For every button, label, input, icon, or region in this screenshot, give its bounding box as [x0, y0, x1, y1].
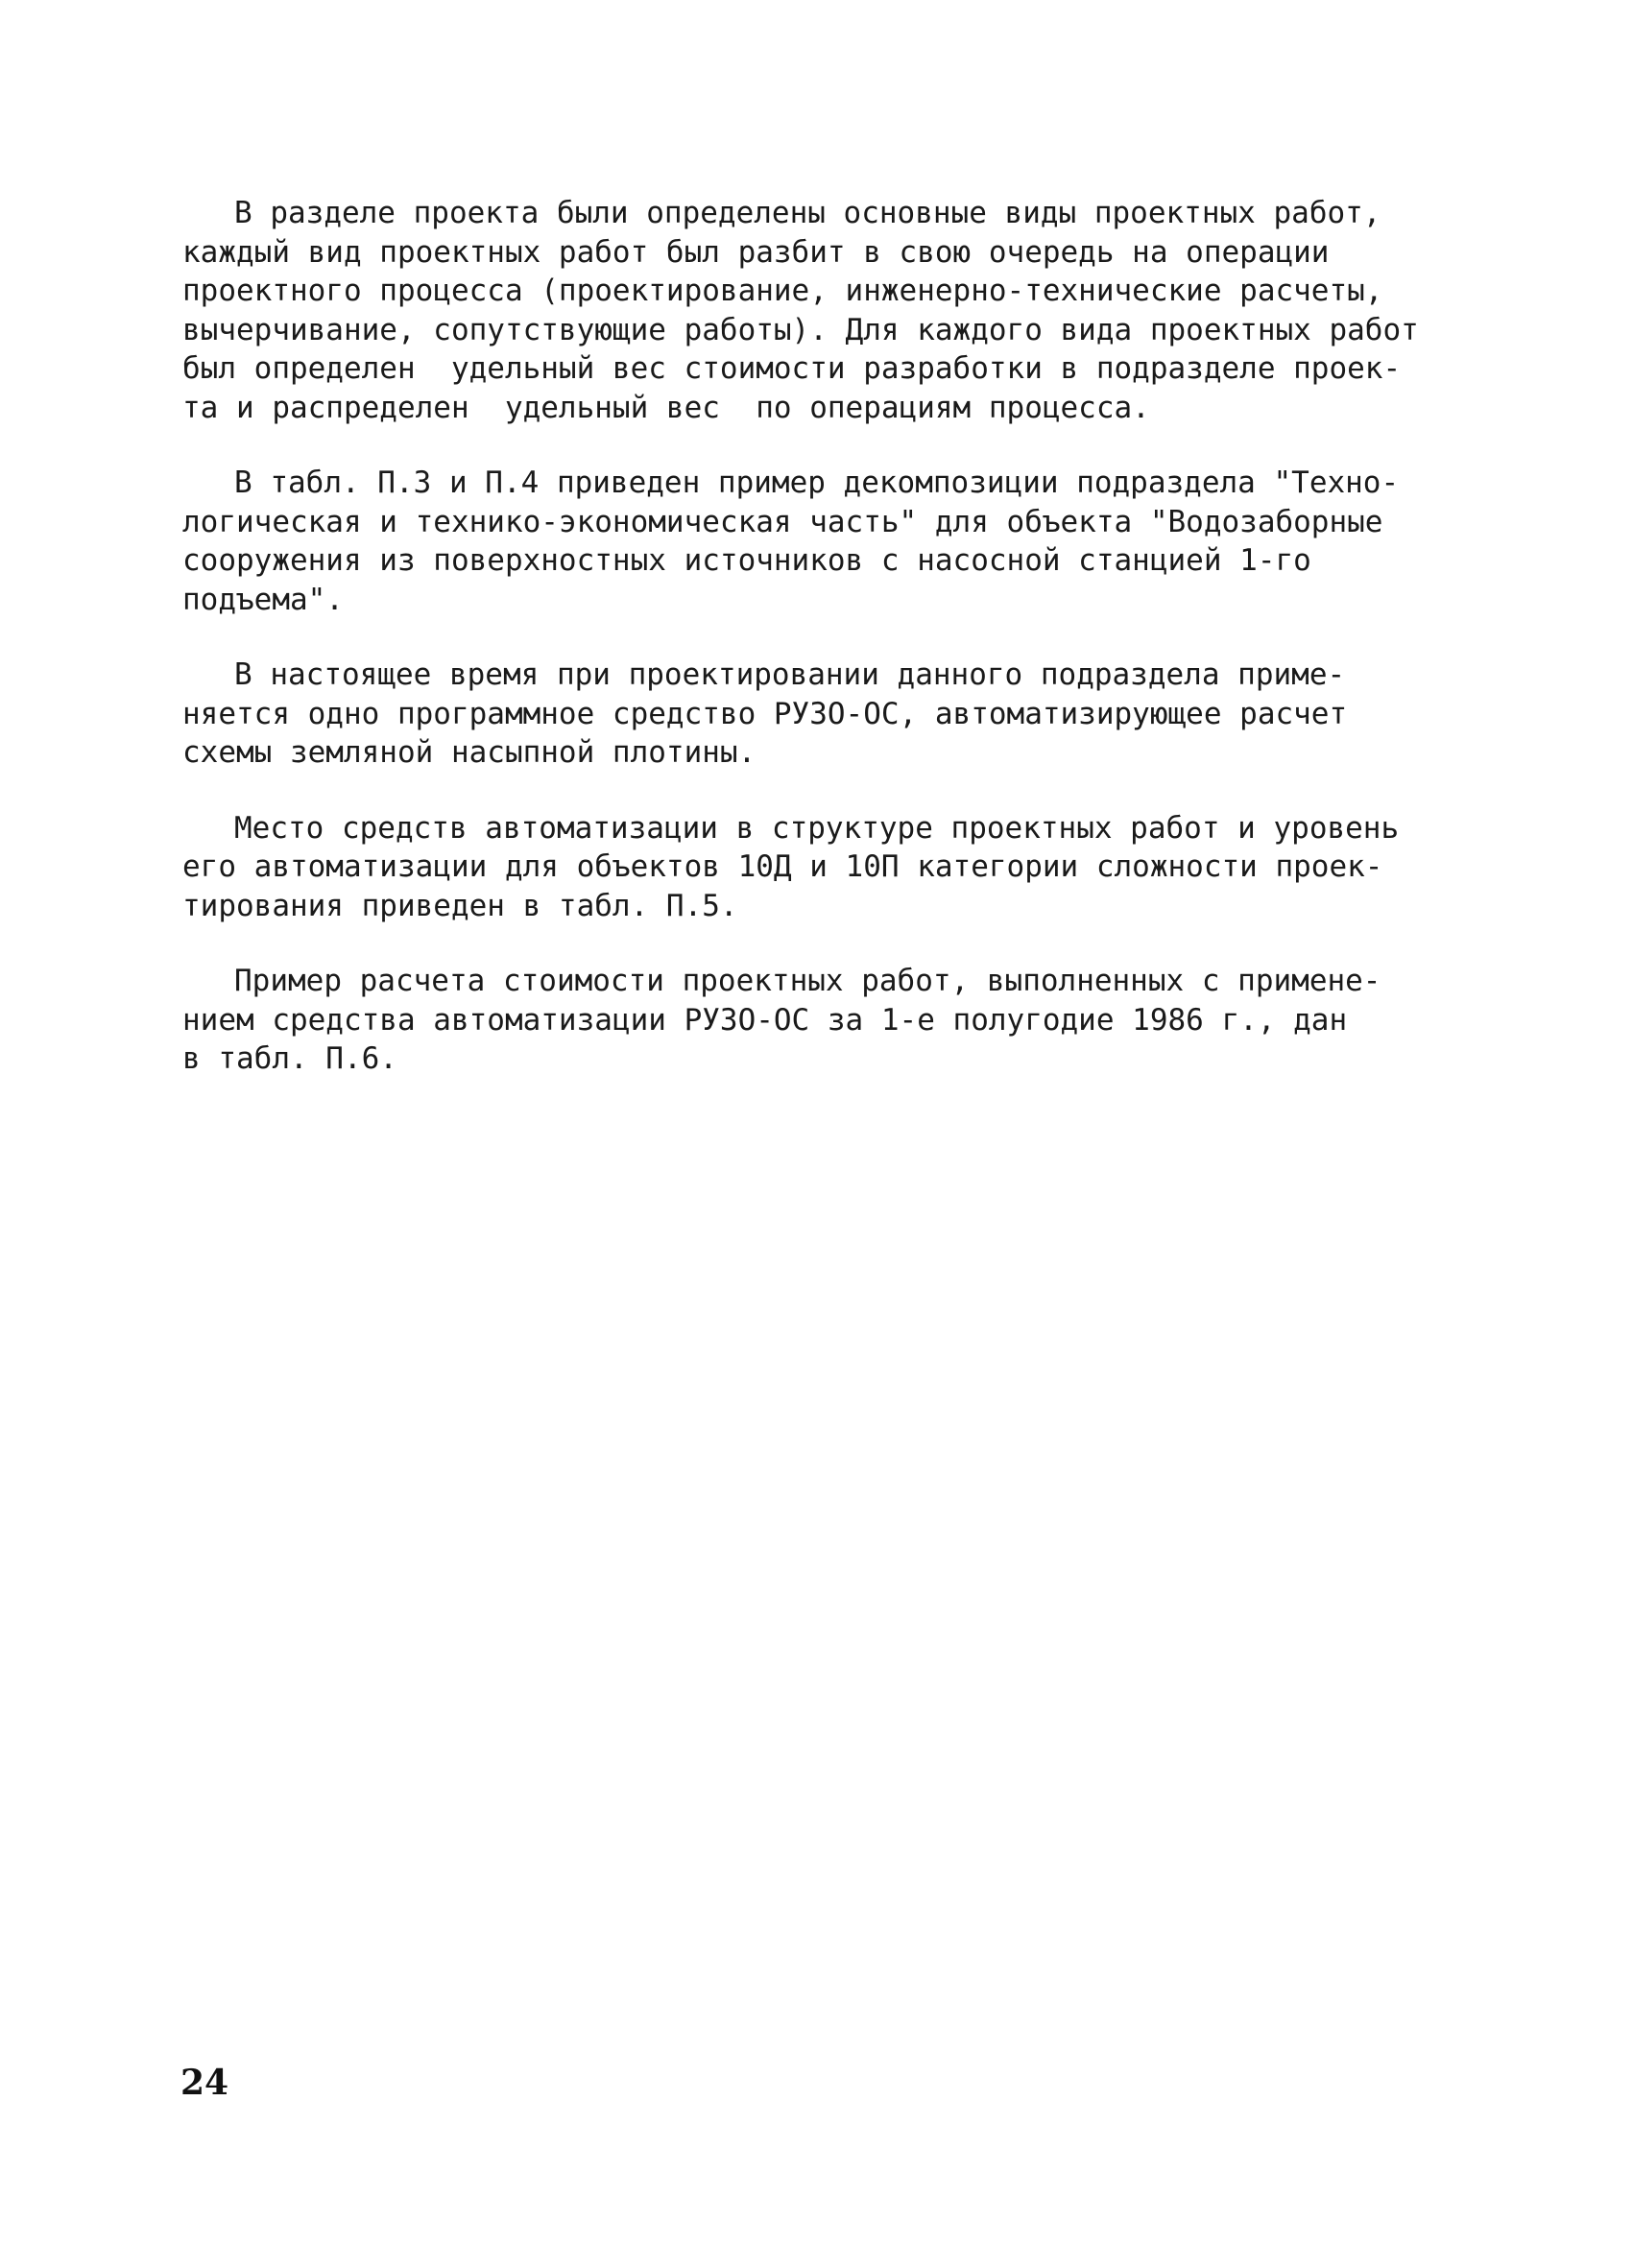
- text-line: тирования приведен в табл. П.5.: [182, 888, 738, 923]
- text-line: его автоматизации для объектов 10Д и 10П категории сложности проек-: [182, 849, 1383, 884]
- text-line: сооружения из поверхностных источников с насосной станцией 1-го: [182, 543, 1311, 578]
- text-line: проектного процесса (проектирование, инженерно-технические расчеты,: [182, 274, 1383, 308]
- text-line: няется одно программное средство РУЗО-ОС, автоматизирующее расчет: [182, 696, 1348, 731]
- text-line: в табл. П.6.: [182, 1041, 397, 1076]
- paragraph-4: [182, 809, 1474, 926]
- text-line: вычерчивание, сопутствующие работы). Для каждого вида проектных работ: [182, 312, 1419, 347]
- text-line: Пример расчета стоимости проектных работ, выполненных с примене-: [234, 964, 1381, 998]
- text-line: Место средств автоматизации в структуре проектных работ и уровень: [234, 810, 1400, 846]
- paragraph-5: [182, 962, 1474, 1079]
- text-line: был определен удельный вес стоимости разработки в подразделе проек-: [182, 351, 1402, 386]
- text-line: схемы земляной насыпной плотины.: [182, 735, 756, 770]
- text-line: В табл. П.3 и П.4 приведен пример декомпозиции подраздела "Техно-: [234, 466, 1400, 500]
- text-line: каждый вид проектных работ был разбит в свою очередь на операции: [182, 234, 1330, 270]
- text-line: та и распределен удельный вес по операциям процесса.: [182, 390, 1150, 425]
- page-number: 24: [180, 2063, 229, 2103]
- body-text: [182, 194, 1474, 1115]
- text-line: подъема".: [182, 582, 344, 617]
- text-line: В настоящее время при проектировании данного подраздела приме-: [234, 657, 1346, 692]
- paragraph-2: [182, 464, 1474, 619]
- text-line: логическая и технико-экономическая часть" для объекта "Водозаборные: [182, 504, 1383, 539]
- paragraph-3: [182, 656, 1474, 773]
- paragraph-1: [182, 194, 1474, 427]
- text-line: нием средства автоматизации РУЗО-ОС за 1-е полугодие 1986 г., дан: [182, 1002, 1348, 1038]
- text-line: В разделе проекта были определены основные виды проектных работ,: [234, 196, 1381, 230]
